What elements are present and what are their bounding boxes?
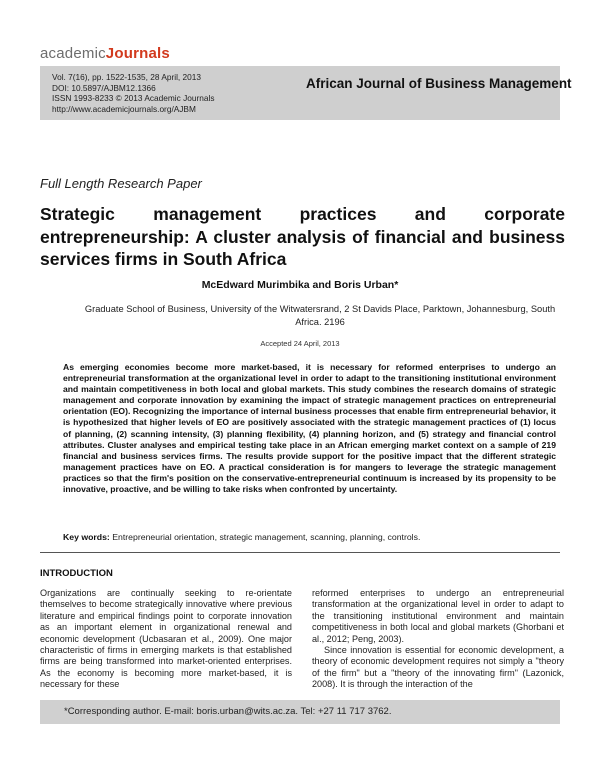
keywords: [63, 532, 558, 542]
section-heading: INTRODUCTION: [40, 568, 113, 579]
corresponding-author-footnote: *Corresponding author. E-mail: boris.urban@wits.ac.za. Tel: +27 11 717 3762.: [40, 700, 560, 724]
journal-logo: [40, 45, 170, 62]
paragraph: Since innovation is essential for economic development, a theory of economic development requires not simply a "theory of the firm" but a "theory of the innovating firm" (Lazonick, 2008). It is through the interaction of the: [312, 645, 564, 690]
paragraph: reformed enterprises to undergo an entrepreneurial transformation at the organizational level in order to adapt to the transitioning institutional environment and maintain competitiveness in both local and global markets (Ghorbani et al., 2012; Peng, 2003).: [312, 588, 564, 644]
keywords-text: Entrepreneurial orientation, strategic management, scanning, planning, controls.: [112, 532, 421, 542]
section-divider: [40, 552, 560, 553]
publication-meta: [52, 72, 214, 114]
paragraph: Organizations are continually seeking to re-orientate themselves to become strategically innovative where previous literature and empirical findings point to corporate innovation as an important element in organizational renewal and economic development (Ucbasaran et al., 2009). One major characteristic of firms in emerging markets is that established firms are being transformed into market-oriented enterprises. As the economy is becoming more market-based, it is necessary for these: [40, 588, 292, 690]
doi-line: DOI: 10.5897/AJBM12.1366: [52, 82, 156, 93]
logo-text-journals: Journals: [105, 45, 170, 62]
paper-type: Full Length Research Paper: [40, 176, 202, 191]
volume-line: Vol. 7(16), pp. 1522-1535, 28 April, 2013: [52, 72, 201, 82]
authors: McEdward Murimbika and Boris Urban*: [201, 279, 399, 291]
header-meta-box: [40, 66, 572, 120]
body-column-right: [312, 588, 564, 691]
paper-title: Strategic management practices and corporate entrepreneurship: A cluster analysis of financial and business services firms in South Africa: [40, 204, 565, 269]
journal-name: African Journal of Business Management: [306, 76, 572, 91]
logo-text-academic: academic: [40, 45, 106, 62]
journal-url-link[interactable]: http://www.academicjournals.org/AJBM: [52, 103, 196, 114]
accepted-date: Accepted 24 April, 2013: [260, 339, 340, 348]
issn-line: ISSN 1993-8233 © 2013 Academic Journals: [52, 93, 215, 103]
keywords-label: Key words:: [63, 532, 110, 542]
affiliation: Graduate School of Business, University of the Witwatersrand, 2 St Davids Place, Parktown, Johannesburg, South Africa. 2196: [84, 304, 556, 327]
abstract: As emerging economies become more market-based, it is necessary for reformed enterprises to undergo an entrepreneurial transformation at the organizational level in order to adapt to the transitioning institutional environment and maintain competitiveness in both local and global markets. This study combines the research domains of strategic management and corporate innovation by examining the impact of strategic management practices on entrepreneurial orientation (EO). Recognizing the importance of internal business processes that enable firm entrepreneurial behavior, it is hypothesized that higher levels of EO are positively associated with the strategic management practices of (1) locus of planning, (2) scanning intensity, (3) planning flexibility, (4) planning horizon, and (5) strategy and financial control attributes. Cluster analyses and empirical testing take place in an African emerging market context on a sample of 219 financial and business services firms. The results provide support for the positive impact that the different strategic management practices have on EO. A practical consideration is for mangers to leverage the strategic management practices so that the firm's position on the conservative-entrepreneurial continuum is increased by its propensity to be innovative, proactive, and be willing to take risks when confronted by uncertainty.: [63, 362, 556, 495]
body-column-left: [40, 588, 292, 691]
